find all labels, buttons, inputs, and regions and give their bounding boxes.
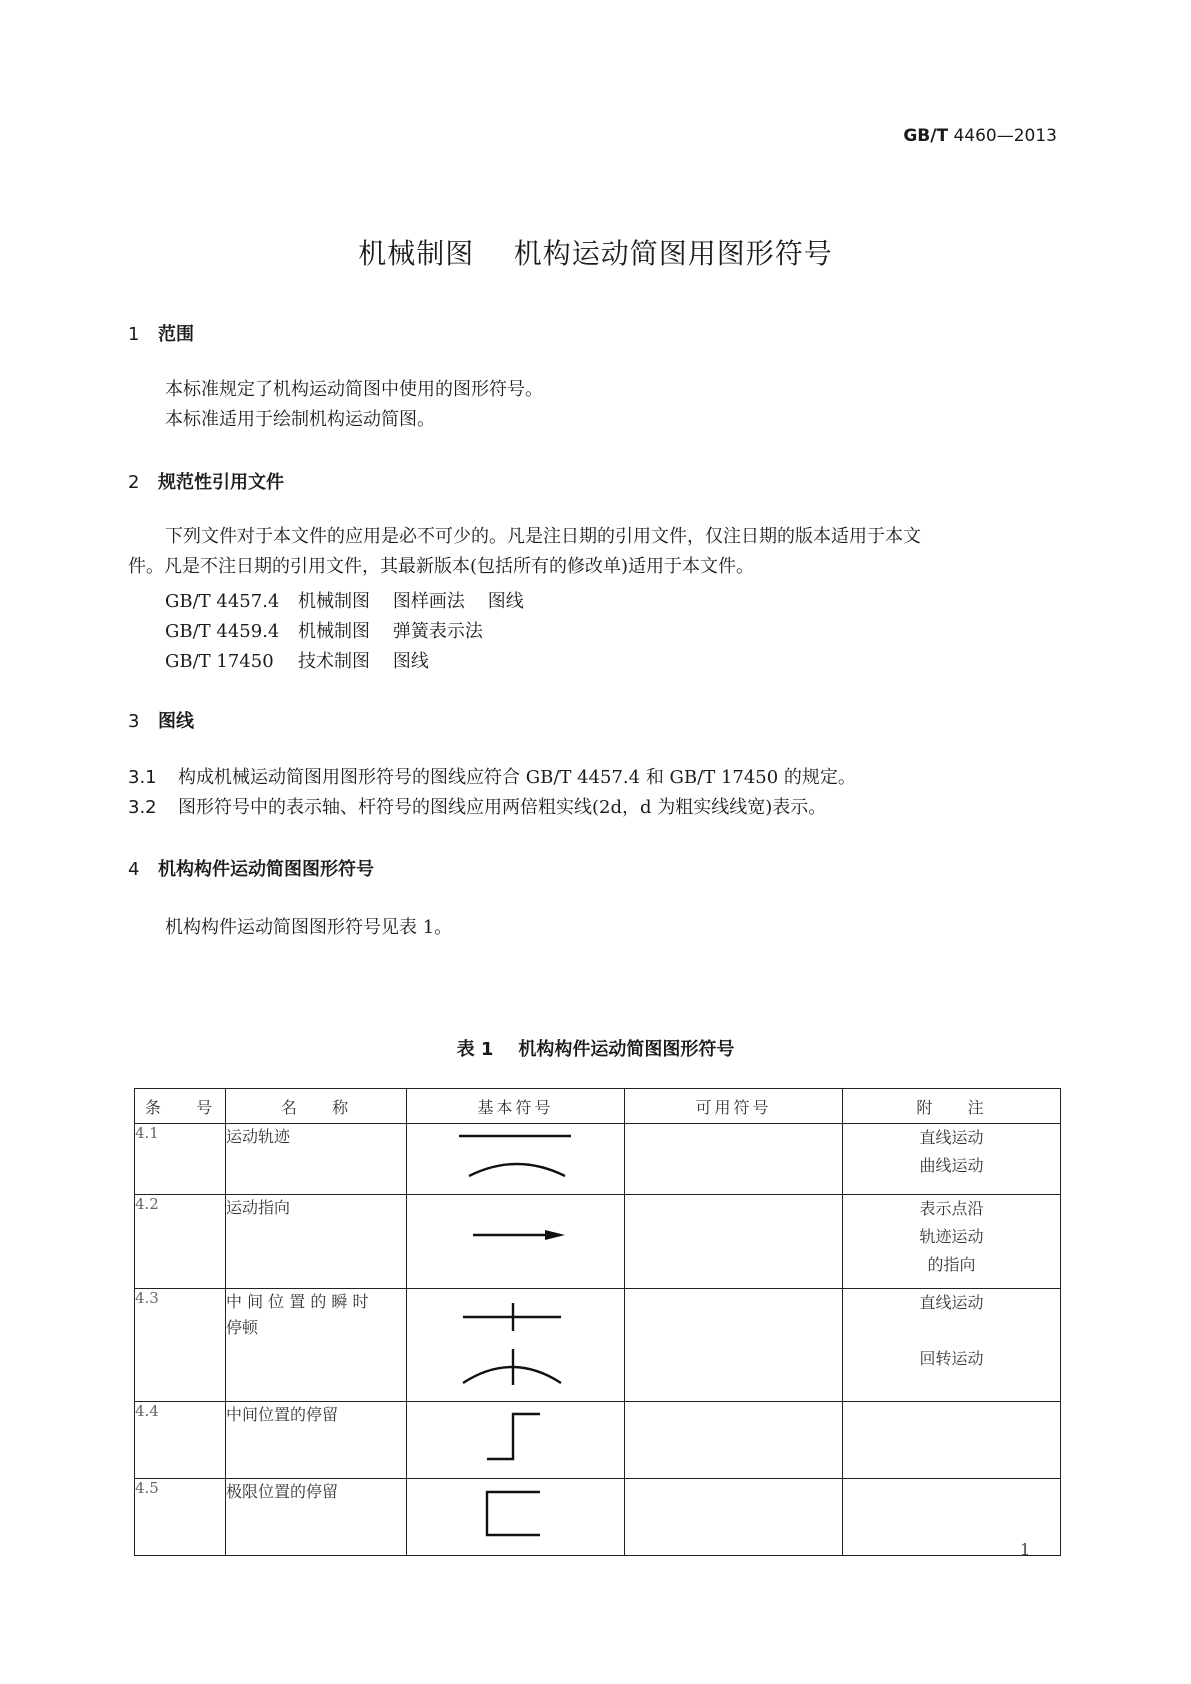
column-header: 附 注 xyxy=(843,1089,1061,1124)
section-2-heading xyxy=(128,468,284,494)
reference-code: GB/T 17450 xyxy=(165,651,274,672)
reference-item xyxy=(165,617,483,643)
alternate-symbol-cell xyxy=(625,1479,843,1556)
reference-code: GB/T 4459.4 xyxy=(165,621,280,642)
curved-track-arc xyxy=(469,1164,565,1176)
basic-symbol-cell xyxy=(407,1195,625,1289)
instant-pause-symbol xyxy=(407,1289,625,1397)
alternate-symbol-cell xyxy=(625,1195,843,1289)
section-number: 4 xyxy=(128,859,140,880)
note-line: 回转运动 xyxy=(919,1349,984,1368)
step-dwell-line xyxy=(487,1414,540,1459)
row-note xyxy=(843,1124,1061,1195)
bracket-dwell-line xyxy=(487,1492,540,1535)
standard-code xyxy=(903,126,1057,146)
reference-code: GB/T 4457.4 xyxy=(165,591,280,612)
row-name: 运动指向 xyxy=(226,1195,407,1289)
table-row xyxy=(135,1195,1061,1289)
section-title: 范围 xyxy=(158,324,194,345)
alternate-symbol-cell xyxy=(625,1289,843,1402)
section-4-paragraph: 机构构件运动简图图形符号见表 1。 xyxy=(165,917,453,938)
clause-number: 3.1 xyxy=(128,767,157,788)
section-title: 机构构件运动简图图形符号 xyxy=(158,859,374,880)
row-note xyxy=(843,1289,1061,1402)
row-name-line: 停顿 xyxy=(226,1318,259,1337)
reference-title: 机械制图 弹簧表示法 xyxy=(298,621,483,642)
reference-item xyxy=(165,587,524,613)
standard-number: 4460—2013 xyxy=(953,126,1057,146)
section-number: 1 xyxy=(128,324,140,345)
row-name: 中间位置的停留 xyxy=(226,1402,407,1479)
basic-symbol-cell xyxy=(407,1124,625,1195)
reference-item xyxy=(165,647,429,673)
column-header: 名 称 xyxy=(226,1089,407,1124)
clause-text: 图形符号中的表示轴、杆符号的图线应用两倍粗实线(2d，d 为粗实线线宽)表示。 xyxy=(178,797,827,818)
alternate-symbol-cell xyxy=(625,1124,843,1195)
column-header: 基本符号 xyxy=(407,1089,625,1124)
table-row xyxy=(135,1289,1061,1402)
symbols-table xyxy=(134,1088,1061,1556)
row-number: 4.4 xyxy=(135,1402,226,1479)
section-number: 2 xyxy=(128,472,140,493)
row-number: 4.3 xyxy=(135,1289,226,1402)
clause-number: 3.2 xyxy=(128,797,157,818)
note-line: 直线运动 xyxy=(919,1293,984,1312)
column-header: 可用符号 xyxy=(625,1089,843,1124)
table-row xyxy=(135,1124,1061,1195)
limit-dwell-symbol xyxy=(407,1479,625,1551)
row-name-line: 中 间 位 置 的 瞬 时 xyxy=(226,1292,369,1311)
arrow-head-icon xyxy=(545,1230,565,1240)
motion-track-symbol xyxy=(407,1124,625,1190)
basic-symbol-cell xyxy=(407,1479,625,1556)
note-line: 表示点沿 xyxy=(919,1199,984,1218)
section-number: 3 xyxy=(128,711,140,732)
section-title: 规范性引用文件 xyxy=(158,472,284,493)
clause-3-2 xyxy=(128,793,826,819)
row-name xyxy=(226,1289,407,1402)
row-name: 运动轨迹 xyxy=(226,1124,407,1195)
note-line: 直线运动 xyxy=(919,1128,984,1147)
row-note xyxy=(843,1195,1061,1289)
table-header-row xyxy=(135,1089,1061,1124)
note-line: 的指向 xyxy=(927,1255,976,1274)
note-line: 曲线运动 xyxy=(919,1156,984,1175)
section-1-heading xyxy=(128,320,194,346)
reference-title: 技术制图 图线 xyxy=(298,651,429,672)
table-caption: 表 1 机构构件运动简图图形符号 xyxy=(456,1039,735,1060)
intermediate-dwell-symbol xyxy=(407,1402,625,1474)
row-number: 4.2 xyxy=(135,1195,226,1289)
motion-direction-symbol xyxy=(407,1195,625,1284)
table-row xyxy=(135,1402,1061,1479)
row-number: 4.5 xyxy=(135,1479,226,1556)
document-title: 机械制图 机构运动简图用图形符号 xyxy=(358,237,833,270)
page-number: 1 xyxy=(1020,1540,1031,1559)
row-note xyxy=(843,1402,1061,1479)
section-1-paragraph-2: 本标准适用于绘制机构运动简图。 xyxy=(165,409,435,430)
section-2-paragraph-line-1: 下列文件对于本文件的应用是必不可少的。凡是注日期的引用文件，仅注日期的版本适用于本文 xyxy=(165,526,921,547)
basic-symbol-cell xyxy=(407,1289,625,1402)
reference-title: 机械制图 图样画法 图线 xyxy=(298,591,524,612)
basic-symbol-cell xyxy=(407,1402,625,1479)
section-4-heading xyxy=(128,855,374,881)
row-number: 4.1 xyxy=(135,1124,226,1195)
row-name: 极限位置的停留 xyxy=(226,1479,407,1556)
section-title: 图线 xyxy=(158,711,194,732)
section-3-heading xyxy=(128,707,194,733)
standard-prefix: GB/T xyxy=(903,126,949,146)
section-2-paragraph-line-2: 件。凡是不注日期的引用文件，其最新版本(包括所有的修改单)适用于本文件。 xyxy=(128,556,755,577)
clause-text: 构成机械运动简图用图形符号的图线应符合 GB/T 4457.4 和 GB/T 17450 的规定。 xyxy=(178,767,856,788)
clause-3-1 xyxy=(128,763,856,789)
column-header: 条 号 xyxy=(135,1089,226,1124)
table-row xyxy=(135,1479,1061,1556)
alternate-symbol-cell xyxy=(625,1402,843,1479)
section-1-paragraph-1: 本标准规定了机构运动简图中使用的图形符号。 xyxy=(165,379,543,400)
note-line: 轨迹运动 xyxy=(919,1227,984,1246)
